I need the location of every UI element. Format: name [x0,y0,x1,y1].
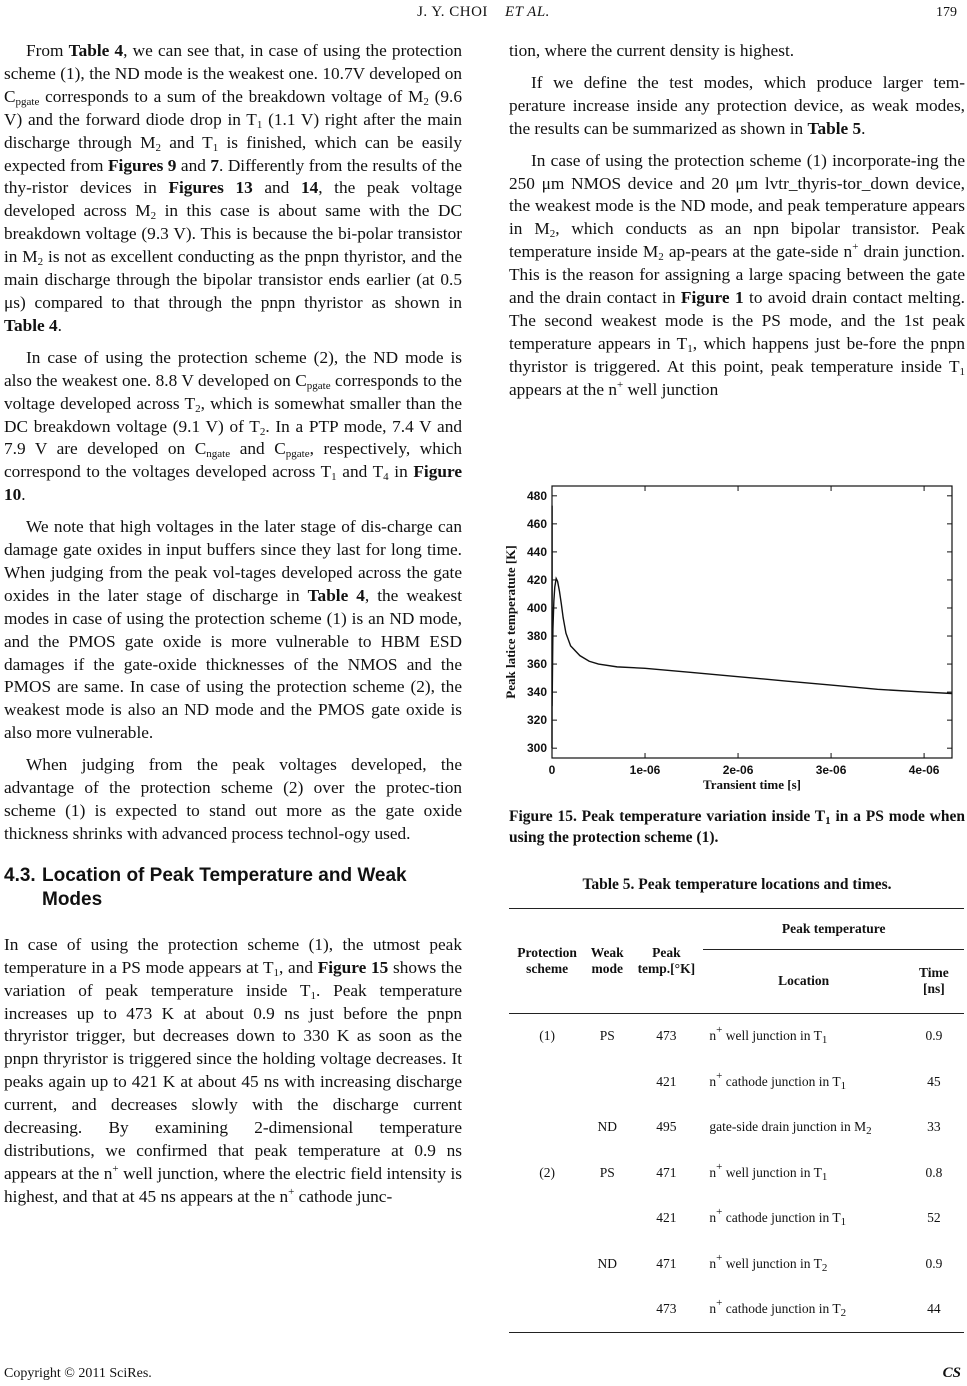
cell-time: 0.9 [925,1028,943,1044]
y-tick-label: 480 [526,488,547,503]
col-header-scheme: Protection scheme [517,944,577,976]
cell-time: 52 [927,1210,941,1226]
cell-mode: ND [597,1255,617,1271]
y-tick-label: 460 [526,516,547,531]
running-head-etal: ET AL. [504,4,550,20]
section-title-line1: Location of Peak Temperature and Weak [42,864,407,886]
cell-mode: ND [597,1119,617,1135]
y-tick-label: 340 [526,685,547,700]
col-header-mode: Weak mode [590,944,624,976]
figure-caption [509,806,965,848]
figure-caption-tail: in a PS mode when using the protection scheme (1). [509,808,965,846]
cell-location: gate-side drain junction in $M_2$ [709,1119,872,1138]
paragraph: When judging from the peak voltages developed, the advantage of the protection scheme (2) over the protec-tion scheme (1) is expected to stand out more as the gate oxide thickness shrinks with advanced process technol-ogy used. [4,755,462,843]
x-tick-label: 1e-06 [629,763,661,777]
cell-temp: 421 [656,1073,677,1089]
col-header-location: Location [778,973,830,988]
y-tick-label: 400 [526,600,547,615]
col-header-temp: Peak temp.[°K] [637,944,696,976]
table-row [509,1105,964,1151]
table-row [509,1287,964,1333]
cell-location: n+ well junction in $T_2$ [709,1251,828,1274]
temperature-chart [503,476,963,796]
cell-time: 0.9 [925,1255,943,1271]
left-column [4,40,462,1209]
paragraph: tion, where the current density is highest. [509,41,795,60]
paragraph: From Table 4, we can see that, in case of using the protection scheme (1), the ND mode is the weakest one. 10.7V developed on $C_{pgate}$ corresponds to a sum of the breakdown voltage of $M_2$ (9.6 V) and the forward diode drop in $T_1$ (1.1 V) right after the main discharge through $M_2$ and $T_1$ is finished, which can be easily expected from Figures 9 and 7. Differently from the results of the thy-ristor devices in Figures 13 and 14, the peak voltage developed across $M_2$ in this case is about same with the DC breakdown voltage (9.3 V). This is because the bi-polar transistor in $M_2$ is not as excellent conducting as the pnpn thyristor, and the main discharge through the bipolar transistor ends earlier (at 0.5 μs) compared to that through the pnpn thyristor as shown in Table 4. [4,41,463,335]
right-column [509,40,965,402]
cell-temp: 471 [656,1255,677,1271]
journal-abbrev: CS [942,1365,961,1381]
cell-scheme: (1) [539,1028,555,1044]
paragraph: We note that high voltages in the later stage of dis-charge can damage gate oxides in input buffers since they last for long time. When judging from the peak vol-tages developed across the gate oxides in the later stage of discharge in Table 4, the weakest modes in case of using the protection scheme (1) is an ND mode, and the PMOS gate oxide is more vulnerable to HBM ESD damages if the gate-oxide thicknesses of the NMOS and the PMOS are same. In case of using the protection scheme (2), the weakest mode is also an ND mode and the PMOS gate oxide is also more vulnerable. [4,517,463,743]
cell-mode: PS [599,1164,615,1180]
y-tick-label: 440 [526,544,547,559]
cell-mode [585,1059,629,1105]
figure-15 [503,476,963,796]
col-header-time: Time [ns] [919,965,949,996]
cell-location: n+ well junction in $T_1$ [709,1160,828,1183]
table-row [509,1059,964,1105]
table-row [509,1241,964,1287]
table-row [509,1150,964,1196]
paragraph: In case of using the protection scheme (1), the utmost peak temperature in a PS mode appears at $T_1$, and Figure 15 shows the variation of peak temperature inside $T_1$. Peak temperature increases up to 473 K at about 0.9 ns just before the pnpn thryristor trigger, but decreases down to 330 K as soon as the pnpn thryristor is triggered since the holding voltage decreases. It peaks again up to 421 K at about 45 ns with increasing discharge current, and decreases slowly with the discharge current decreasing. By examining 2-dimensional temperature distributions, we confirmed that peak temperature at 0.9 ns appears at the n+ well junction, where the electric field intensity is highest, and that at 45 ns appears at the n+ cathode junc- [4,934,462,1206]
cell-mode: PS [599,1028,615,1044]
x-tick-label: 4e-06 [908,763,940,777]
cell-location: n+ well junction in $T_1$ [709,1024,828,1047]
cell-location: n+ cathode junction in $T_1$ [709,1069,847,1092]
cell-time: 0.8 [925,1164,943,1180]
y-tick-label: 420 [526,572,547,587]
x-tick-label: 3e-06 [815,763,847,777]
cell-temp: 473 [656,1301,677,1317]
paragraph: In case of using the protection scheme (2), the ND mode is also the weakest one. 8.8 V developed on $C_{pgate}$ corresponds to the voltage developed across $T_2$, which is somewhat smaller than the DC breakdown voltage (9.1 V) of $T_2$. In a PTP mode, 7.4 V and 7.9 V are developed on $C_{ngate}$ and $C_{pgate}$, respectively, which correspond to the voltages developed across $T_1$ and $T_4$ in Figure 10. [4,347,462,505]
y-axis-label: Peak latice temperatute [K] [503,545,518,699]
running-head-authors: J. Y. CHOI [417,4,488,20]
cell-temp: 495 [656,1119,677,1135]
plot-frame [552,486,952,758]
cell-temp: 421 [656,1210,677,1226]
cell-temp: 471 [656,1164,677,1180]
cell-mode [585,1196,629,1242]
cell-time: 33 [927,1119,941,1135]
copyright: Copyright © 2011 SciRes. [4,1366,152,1381]
y-tick-label: 360 [526,657,547,672]
y-tick-label: 300 [526,741,547,756]
cell-scheme [509,1105,585,1151]
section-title-line2: Modes [42,888,103,910]
section-heading [4,864,462,912]
cell-location: n+ cathode junction in $T_2$ [709,1297,847,1320]
cell-temp: 473 [656,1028,677,1044]
table-row [509,1196,964,1242]
col-header-group: Peak temperature [703,909,964,949]
cell-mode [585,1287,629,1333]
y-tick-label: 380 [526,629,547,644]
table-caption: Table 5. Peak temperature locations and times. [582,876,892,893]
cell-location: n+ cathode junction in $T_1$ [709,1206,847,1229]
cell-scheme: (2) [539,1164,555,1180]
cell-scheme [509,1241,585,1287]
paragraph: If we define the test modes, which produce larger tem-perature increase inside any protection device, as weak modes, the results can be summarized as shown in Table 5. [509,72,965,138]
x-axis-label: Transient time [s] [703,777,801,792]
page-number: 179 [936,5,957,20]
table-row [509,1014,964,1060]
cell-time: 45 [927,1073,941,1089]
x-tick-label: 0 [548,763,556,777]
paragraph: In case of using the protection scheme (1) incorporate-ing the 250 μm NMOS device and 20 μm lvtr_thyris-tor_down device, the weakest mode is the ND mode, and peak temperature appears in $M_2$, which conducts as an npn bipolar transistor. Peak temperature inside $M_2$ ap-pears at the gate-side n+ drain junction. This is the reason for assigning a large spacing between the gate and the drain contact in Figure 1 to avoid drain contact melting. The second weakest mode is the PS mode, and the 1st peak temperature appears in $T_1$, which happens just be-fore the pnpn thyristor is triggered. At this point, peak temperature inside $T_1$ appears at the n+ well junction [509,150,965,399]
page-header [0,0,967,30]
cell-scheme [509,1059,585,1105]
data-line [552,506,952,749]
y-tick-label: 320 [526,713,547,728]
cell-scheme [509,1196,585,1242]
running-head [0,4,967,21]
cell-scheme [509,1287,585,1333]
x-tick-label: 2e-06 [722,763,754,777]
table-5 [509,908,964,1333]
cell-time: 44 [927,1301,941,1317]
figure-caption-text: Figure 15. Peak temperature variation inside T [509,808,826,825]
figure-caption-sub: 1 [825,815,831,827]
section-number: 4.3. [4,864,36,886]
